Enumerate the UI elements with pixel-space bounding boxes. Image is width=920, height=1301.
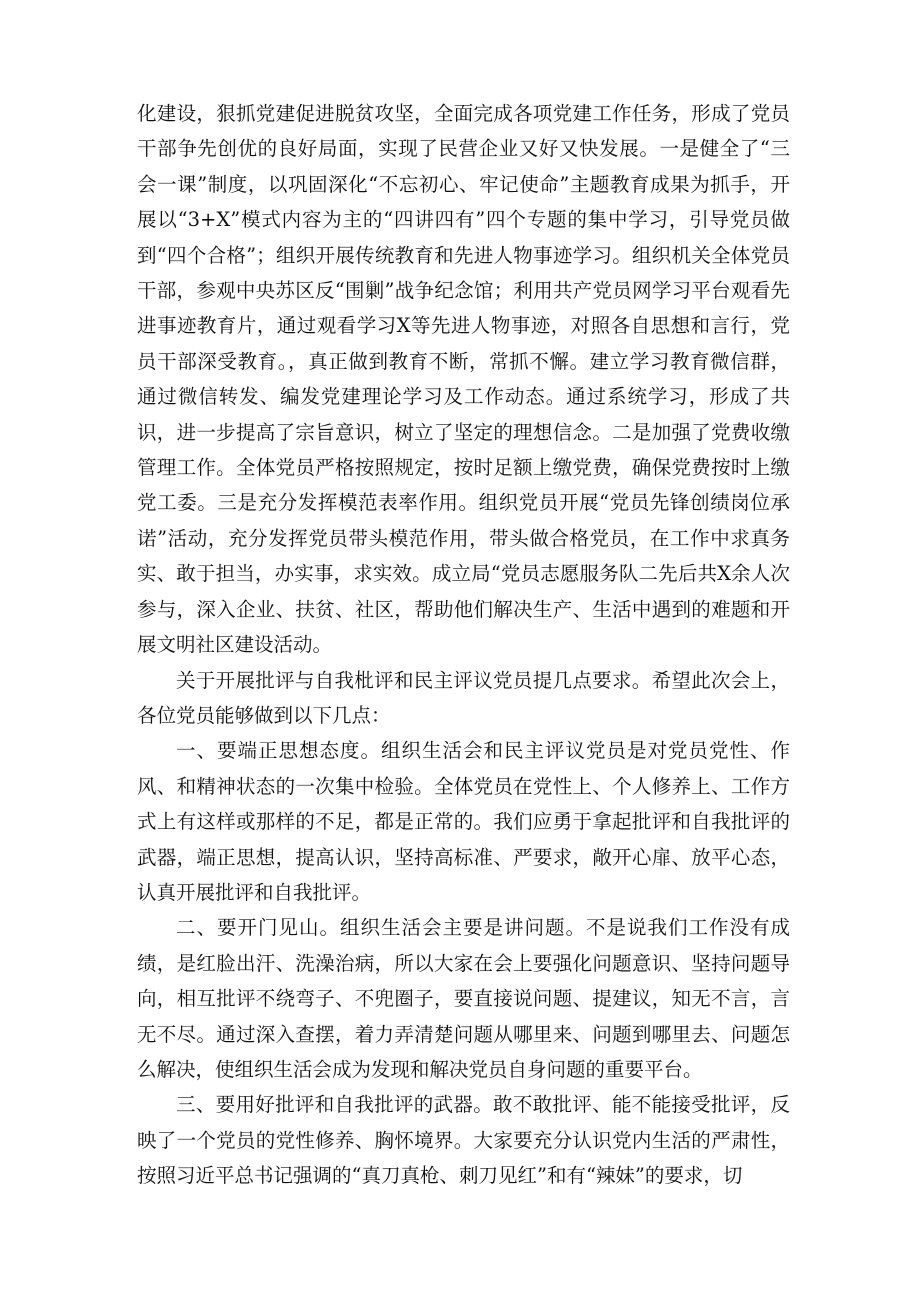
paragraph-party-building-summary: 化建设，狠抓党建促进脱贫攻坚，全面完成各项党建工作任务，形成了党员干部争先创优的良好局面，实现了民营企业又好又快发展。一是健全了“三会一课”制度，以巩固深化“不忘初心、牢记使命”主题教育成果为抓手，开展以“3+X”模式内容为主的“四讲四有”四个专题的集中学习，引导党员做到“四个合格”；组织开展传统教育和先进人物事迹学习。组织机关全体党员干部，参观中央苏区反“围剿”战争纪念馆；利用共产党员网学习平台观看先进事迹教育片，通过观看学习X等先进人物事迹，对照各自思想和言行，党员干部深受教育。，真正做到教育不断，常抓不懈。建立学习教育微信群，通过微信转发、编发党建理论学习及工作动态。通过系统学习，形成了共识，进一步提高了宗旨意识，树立了坚定的理想信念。二是加强了党费收缴管理工作。全体党员严格按照规定，按时足额上缴党费，确保党费按时上缴党工委。三是充分发挥模范表率作用。组织党员开展“党员先锋创绩岗位承诺”活动，充分发挥党员带头模范作用，带头做合格党员，在工作中求真务实、敢于担当，办实事，求实效。成立局“党员志愿服务队二先后共X余人次参与，深入企业、扶贫、社区，帮助他们解决生产、生活中遇到的难题和开展文明社区建设活动。 [137,102,790,657]
paragraph-point-one-attitude: 一、要端正思想态度。组织生活会和民主评议党员是对党员党性、作风、和精神状态的一次集中检验。全体党员在党性上、个人修养上、工作方式上有这样或那样的不足，都是正常的。我们应勇于拿起批评和自我批评的武器，端正思想，提高认识，坚持高标准、严要求，敞开心扉、放平心态，认真开展批评和自我批评。 [137,739,790,904]
document-body [137,96,790,1194]
paragraph-point-two-direct: 二、要开门见山。组织生活会主要是讲问题。不是说我们工作没有成绩，是红脸出汗、洗澡治病，所以大家在会上要强化问题意识、坚持问题导向，相互批评不绕弯子、不兜圈子，要直接说问题、提建议，知无不言，言无不尽。通过深入查摆，着力弄清楚问题从哪里来、问题到哪里去、问题怎么解决，使组织生活会成为发现和解决党员自身问题的重要平台。 [137,916,790,1081]
paragraph-point-three-weapon: 三、要用好批评和自我批评的武器。敢不敢批评、能不能接受批评，反映了一个党员的党性修养、胸怀境界。大家要充分认识党内生活的严肃性，按照习近平总书记强调的“真刀真枪、刺刀见红”和有“辣妹”的要求，切 [137,1093,790,1188]
paragraph-criticism-requirements-intro: 关于开展批评与自我枇评和民主评议党员提几点要求。希望此次会上，各位党员能够做到以下几点： [137,668,790,727]
